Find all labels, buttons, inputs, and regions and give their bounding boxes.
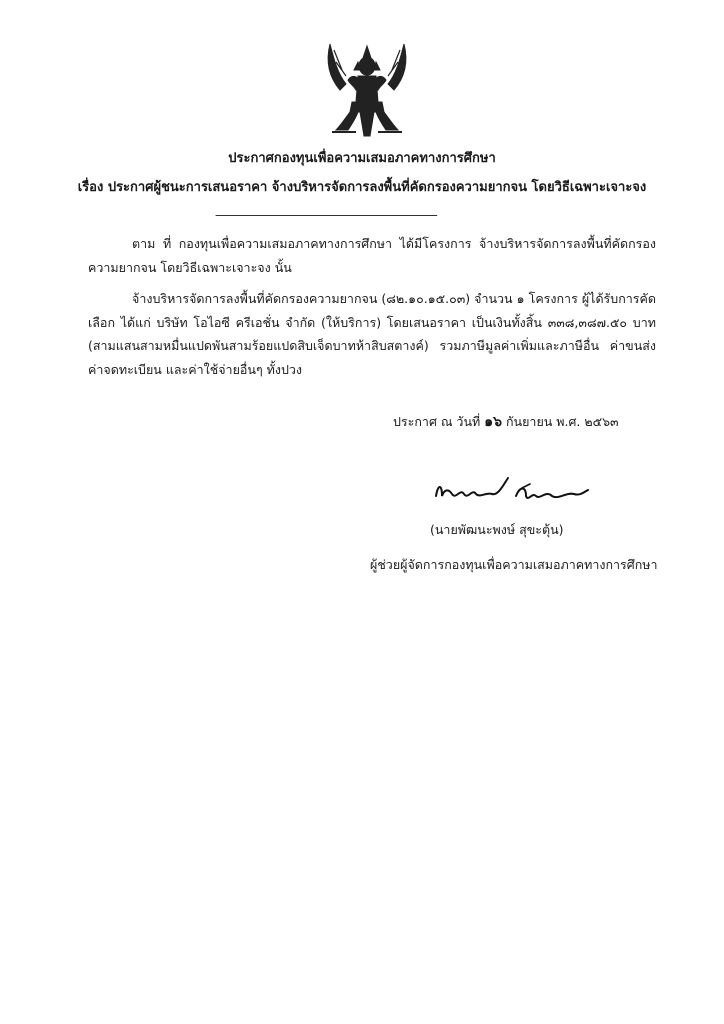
garuda-emblem-icon <box>322 40 412 140</box>
date-month-year: กันยายน พ.ศ. ๒๕๖๓ <box>505 414 619 429</box>
date-prefix: ประกาศ ณ วันที่ <box>393 414 481 429</box>
signatory-name: (นายพัฒนะพงษ์ สุขะตุ้น) <box>430 522 564 537</box>
date-day: ๑๖ <box>484 414 502 430</box>
body-paragraph-1: ตาม ที่ กองทุนเพื่อความเสมอภาคทางการศึกษา ได้มีโครงการ จ้างบริหารจัดการลงพื้นที่คัดกรองความยากจน โดยวิธีเฉพาะเจาะจง นั้น <box>88 236 656 275</box>
page-title: ประกาศกองทุนเพื่อความเสมอภาคทางการศึกษา <box>228 151 496 166</box>
separator-line: --------------------------------------------------------------------------------- <box>215 208 437 222</box>
body-paragraph-2: จ้างบริหารจัดการลงพื้นที่คัดกรองความยากจน (๘๒.๑๐.๑๕.๐๓) จำนวน ๑ โครงการ ผู้ได้รับการคัดเลือก ได้แก่ บริษัท โอไอซี ครีเอชั่น จำกัด (ให้บริการ) โดยเสนอราคา เป็นเงินทั้งสิ้น ๓๓๘,๓๘๗.๕๐ บาท (สามแสนสามหมื่นแปดพันสามร้อยแปดสิบเจ็ดบาทห้าสิบสตางค์) รวมภาษีมูลค่าเพิ่มและภาษีอื่น ค่าขนส่ง ค่าจดทะเบียน และค่าใช้จ่ายอื่นๆ ทั้งปวง <box>88 291 656 377</box>
signatory-position: ผู้ช่วยผู้จัดการกองทุนเพื่อความเสมอภาคทางการศึกษา <box>370 557 658 572</box>
subject-heading: เรื่อง ประกาศผู้ชนะการเสนอราคา จ้างบริหารจัดการลงพื้นที่คัดกรองความยากจน โดยวิธีเฉพาะเจาะจง <box>77 180 647 195</box>
handwritten-signature-icon <box>432 474 592 508</box>
announcement-date <box>393 412 619 432</box>
